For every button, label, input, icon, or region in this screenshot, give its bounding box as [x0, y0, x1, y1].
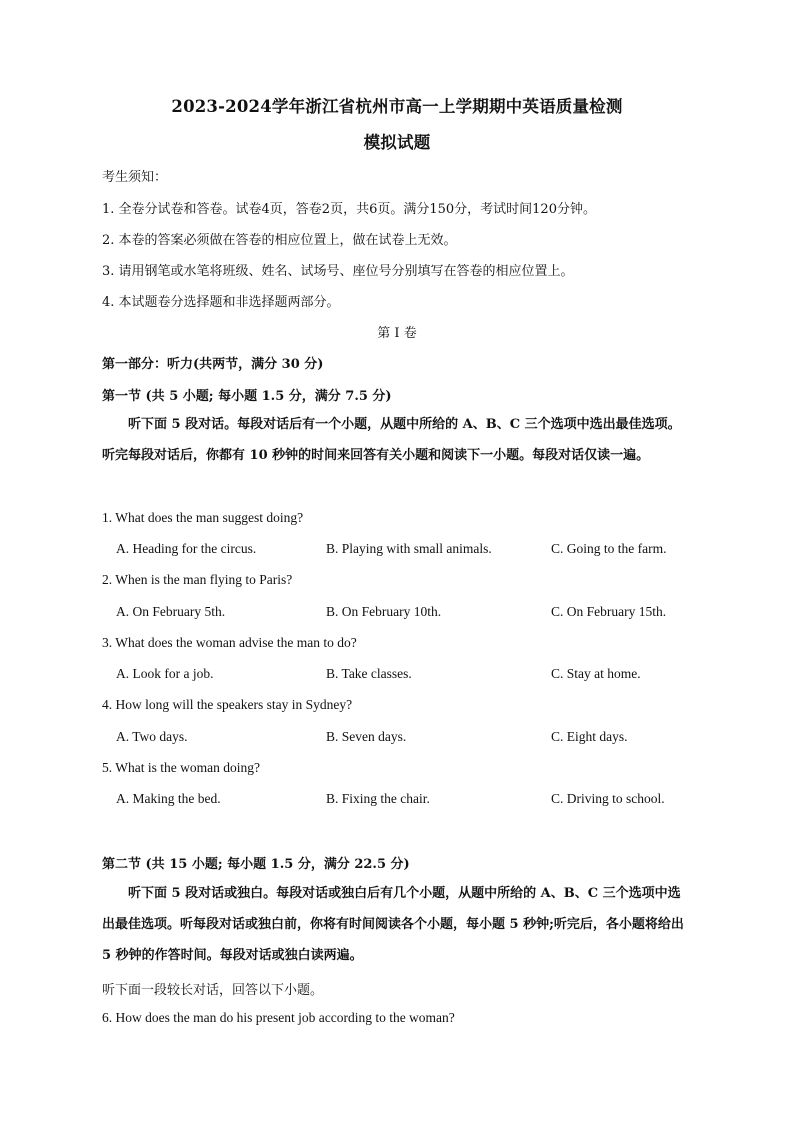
question-5-option-b[interactable]: B. Fixing the chair.: [326, 791, 430, 806]
volume-label: 第 I 卷: [377, 326, 417, 341]
notice-item-1: 1. 全卷分试卷和答卷。试卷4页，答卷2页，共6页。满分150分，考试时间120分钟。: [102, 202, 596, 217]
section2-instructions: [102, 878, 692, 971]
question-2: 2. When is the man flying to Paris?: [102, 572, 293, 587]
notice-heading: 考生须知：: [102, 170, 168, 185]
question-4: 4. How long will the speakers stay in Sydney?: [102, 697, 353, 712]
section1-instructions: [102, 409, 692, 471]
question-3: 3. What does the woman advise the man to do?: [102, 635, 357, 650]
notice-item-4: 4. 本试题卷分选择题和非选择题两部分。: [102, 295, 340, 310]
question-6: 6. How does the man do his present job according to the woman?: [102, 1010, 455, 1025]
section2-instructions-text: 听下面 5 段对话或独白。每段对话或独白后有几个小题，从题中所给的 A、B、C 三个选项中选出最佳选项。听每段对话或独白前，你将有时间阅读各个小题，每小题 5 秒钟;听完后，各小题将给出 5 秒钟的作答时间。每段对话或独白读两遍。: [102, 886, 684, 963]
question-2-option-b[interactable]: B. On February 10th.: [326, 604, 442, 619]
question-5-option-a[interactable]: A. Making the bed.: [116, 791, 221, 806]
question-3-option-c[interactable]: C. Stay at home.: [551, 666, 641, 681]
question-4-option-a[interactable]: A. Two days.: [116, 729, 188, 744]
question-5: 5. What is the woman doing?: [102, 760, 260, 775]
question-3-option-a[interactable]: A. Look for a job.: [116, 666, 214, 681]
question-1-option-c[interactable]: C. Going to the farm.: [551, 541, 667, 556]
notice-item-2: 2. 本卷的答案必须做在答卷的相应位置上，做在试卷上无效。: [102, 233, 457, 248]
section1-instructions-text: 听下面 5 段对话。每段对话后有一个小题，从题中所给的 A、B、C 三个选项中选出最佳选项。听完每段对话后，你都有 10 秒钟的时间来回答有关小题和阅读下一小题。每段对话仅读一遍。: [102, 417, 681, 463]
section2-sub-instruction: 听下面一段较长对话，回答以下小题。: [102, 983, 324, 998]
exam-title: 2023-2024学年浙江省杭州市高一上学期期中英语质量检测: [171, 97, 623, 116]
part1-heading: 第一部分：听力(共两节，满分 30 分): [102, 357, 324, 372]
question-4-option-b[interactable]: B. Seven days.: [326, 729, 407, 744]
notice-item-3: 3. 请用钢笔或水笔将班级、姓名、试场号、座位号分别填写在答卷的相应位置上。: [102, 264, 574, 279]
section1-heading: 第一节 (共 5 小题; 每小题 1.5 分，满分 7.5 分): [102, 389, 392, 404]
question-5-option-c[interactable]: C. Driving to school.: [551, 791, 665, 806]
question-1: 1. What does the man suggest doing?: [102, 510, 304, 525]
question-3-option-b[interactable]: B. Take classes.: [326, 666, 412, 681]
section2-heading: 第二节 (共 15 小题; 每小题 1.5 分，满分 22.5 分): [102, 857, 410, 872]
question-1-option-a[interactable]: A. Heading for the circus.: [116, 541, 257, 556]
exam-subtitle: 模拟试题: [363, 133, 431, 152]
question-1-option-b[interactable]: B. Playing with small animals.: [326, 541, 492, 556]
question-2-option-a[interactable]: A. On February 5th.: [116, 604, 226, 619]
question-4-option-c[interactable]: C. Eight days.: [551, 729, 628, 744]
question-2-option-c[interactable]: C. On February 15th.: [551, 604, 667, 619]
